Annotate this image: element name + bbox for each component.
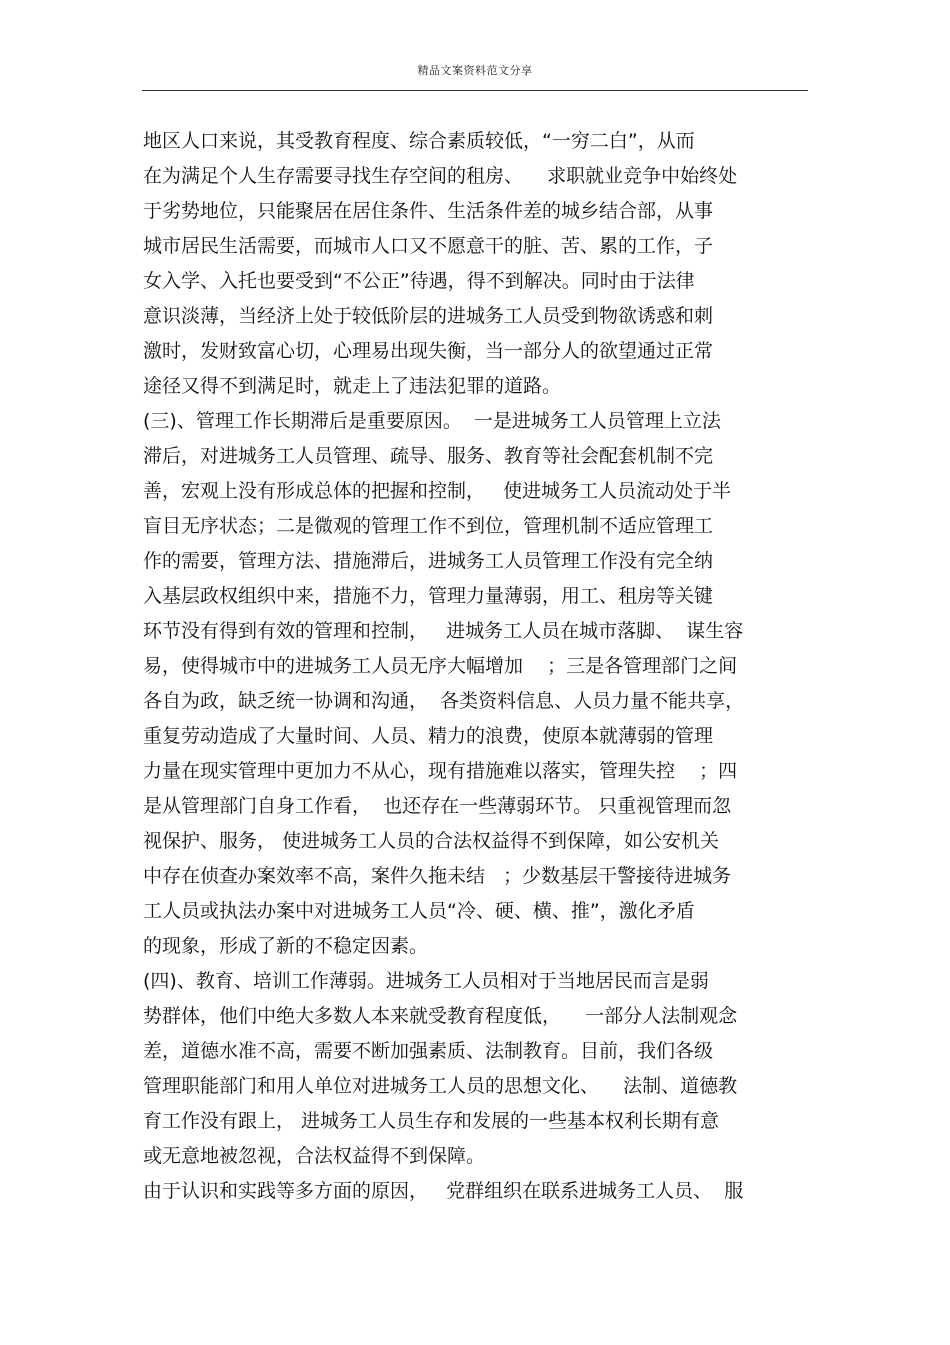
text-line: 易，使得城市中的进城务工人员无序大幅增加 ；三是各管理部门之间	[143, 655, 738, 677]
text-line: 滞后，对进城务工人员管理、疏导、服务、教育等社会配套机制不完	[143, 445, 714, 467]
text-line: 中存在侦查办案效率不高，案件久拖未结 ；少数基层干警接待进城务	[143, 865, 732, 887]
text-line: 在为满足个人生存需要寻找生存空间的租房、 求职就业竞争中始终处	[143, 165, 738, 187]
text-line: 是从管理部门自身工作看， 也还存在一些薄弱环节。 只重视管理而忽	[143, 795, 732, 817]
text-line: 激时，发财致富心切，心理易出现失衡，当一部分人的欲望通过正常	[143, 340, 714, 362]
text-line: 于劣势地位，只能聚居在居住条件、生活条件差的城乡结合部，从事	[143, 200, 714, 222]
text-line: 的现象，形成了新的不稳定因素。	[143, 935, 429, 957]
section-heading-line: (四)、教育、培训工作薄弱。进城务工人员相对于当地居民而言是弱	[143, 970, 709, 992]
text-line: 育工作没有跟上， 进城务工人员生存和发展的一些基本权利长期有意	[143, 1110, 720, 1132]
text-line: 途径又得不到满足时，就走上了违法犯罪的道路。	[143, 375, 562, 397]
text-line: 地区人口来说，其受教育程度、综合素质较低，“一穷二白”，从而	[143, 130, 695, 152]
page-header: 精品文案资料范文分享	[417, 64, 533, 77]
text-line: 意识淡薄，当经济上处于较低阶层的进城务工人员受到物欲诱惑和刺	[143, 305, 714, 327]
text-line: 势群体，他们中绝大多数人本来就受教育程度低， 一部分人法制观念	[143, 1005, 738, 1027]
text-line: 由于认识和实践等多方面的原因， 党群组织在联系进城务工人员、 服	[143, 1180, 744, 1202]
text-line: 工人员或执法办案中对进城务工人员“冷、硬、横、推”，激化矛盾	[143, 900, 695, 922]
text-line: 差，道德水准不高，需要不断加强素质、法制教育。目前，我们各级	[143, 1040, 714, 1062]
text-line: 入基层政权组织中来，措施不力，管理力量薄弱，用工、租房等关键	[143, 585, 714, 607]
text-line: 各自为政，缺乏统一协调和沟通， 各类资料信息、人员力量不能共享，	[143, 690, 745, 712]
section-heading-line: (三)、管理工作长期滞后是重要原因。 一是进城务工人员管理上立法	[143, 410, 721, 432]
text-line: 城市居民生活需要，而城市人口又不愿意干的脏、苦、累的工作，子	[143, 235, 714, 257]
text-line: 力量在现实管理中更加力不从心，现有措施难以落实，管理失控 ；四	[143, 760, 738, 782]
text-line: 女入学、入托也要受到“不公正”待遇，得不到解决。同时由于法律	[143, 270, 695, 292]
text-line: 环节没有得到有效的管理和控制， 进城务工人员在城市落脚、 谋生容	[143, 620, 744, 642]
text-line: 盲目无序状态；二是微观的管理工作不到位，管理机制不适应管理工	[143, 515, 714, 537]
text-line: 重复劳动造成了大量时间、人员、精力的浪费，使原本就薄弱的管理	[143, 725, 714, 747]
text-line: 或无意地被忽视，合法权益得不到保障。	[143, 1145, 486, 1167]
text-line: 善，宏观上没有形成总体的把握和控制， 使进城务工人员流动处于半	[143, 480, 732, 502]
text-line: 视保护、服务， 使进城务工人员的合法权益得不到保障，如公安机关	[143, 830, 720, 852]
header-divider	[142, 90, 808, 91]
text-line: 管理职能部门和用人单位对进城务工人员的思想文化、 法制、道德教	[143, 1075, 738, 1097]
text-line: 作的需要，管理方法、措施滞后，进城务工人员管理工作没有完全纳	[143, 550, 714, 572]
